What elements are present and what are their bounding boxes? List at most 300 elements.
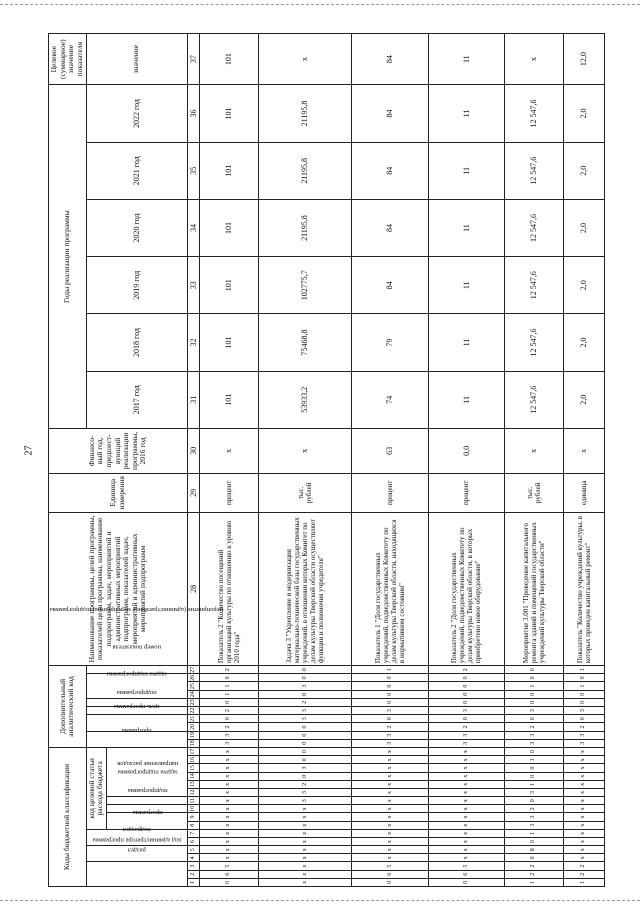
year-2018: 2018 год (86, 314, 187, 371)
code-cell: x (258, 870, 352, 878)
code-cell: 0 (428, 698, 504, 706)
code-cell: x (428, 772, 504, 780)
code-cell: x (563, 813, 604, 821)
code-cell: 0 (504, 837, 563, 845)
code-cell: 2 (199, 707, 258, 715)
row-target-value: 101 (199, 34, 258, 85)
row-year-value: 11 (428, 314, 504, 371)
code-cell: 2 (563, 862, 604, 870)
code-cell: x (428, 780, 504, 788)
extra-group-header: Дополнительный аналитический код (49, 666, 87, 748)
column-number: 24 (187, 690, 199, 698)
code-col-program: программа (106, 813, 187, 829)
code-cell: 0 (258, 674, 352, 682)
row-year-value: 53933,2 (258, 371, 352, 428)
column-number: 25 (187, 682, 199, 690)
code-cell: x (428, 854, 504, 862)
code-cell: 0 (428, 878, 504, 886)
row-year-value: 102775,7 (258, 257, 352, 314)
row-year-value: 2,0 (563, 199, 604, 256)
code-cell: 0 (504, 690, 563, 698)
column-number: 22 (187, 707, 199, 715)
row-unit: процент (428, 473, 504, 512)
column-number: 12 (187, 788, 199, 796)
code-cell: 1 (563, 666, 604, 674)
code-cell: x (199, 805, 258, 813)
row-year-value: 101 (199, 314, 258, 371)
code-cell: x (428, 846, 504, 854)
row-year-value: 101 (199, 142, 258, 199)
code-cell: x (563, 780, 604, 788)
code-col-direction: направление расходов (106, 747, 187, 796)
extra-col-goal: цель программы (86, 715, 187, 731)
program-table (48, 33, 605, 887)
code-cell: 0 (504, 854, 563, 862)
code-cell: x (563, 821, 604, 829)
code-cell: 0 (504, 797, 563, 805)
code-cell: x (428, 747, 504, 755)
row-year-value: 84 (352, 199, 428, 256)
financial-year-header: Финансо-вый год, предшест-вующий реализации программы, 2016 год (49, 428, 188, 473)
table-body (199, 34, 604, 887)
column-number: 4 (187, 854, 199, 862)
row-financial-year: x (504, 428, 563, 473)
row-name: Показатель "Количество учреждений культуры, в которых проведен капитальный ремонт" (563, 512, 604, 665)
column-number: 16 (187, 756, 199, 764)
row-year-value: 2,0 (563, 371, 604, 428)
row-year-value: 12 547,6 (504, 199, 563, 256)
name-header: Наименование программы, целей программы, показателей цели программы, наименование подпрограмм, задач, мероприятий и административных мероприятий подпрограмм, показателей задач, мероприятий и административных мероприятий подпрограмм (49, 512, 188, 665)
code-cell: x (199, 747, 258, 755)
code-cell: 1 (504, 780, 563, 788)
code-cell: 3 (504, 813, 563, 821)
code-cell: 1 (199, 690, 258, 698)
table-row (199, 34, 258, 887)
code-col-admin: код администратора программы (86, 862, 187, 887)
row-year-value: 12 547,6 (504, 371, 563, 428)
code-cell: 2 (563, 723, 604, 731)
row-year-value: 12 547,6 (504, 85, 563, 142)
code-cell: 1 (504, 829, 563, 837)
code-cell: 0 (258, 666, 352, 674)
code-cell: x (428, 797, 504, 805)
row-unit: процент (199, 473, 258, 512)
code-cell: 0 (199, 698, 258, 706)
code-cell: 3 (563, 707, 604, 715)
column-number: 15 (187, 764, 199, 772)
code-cell: x (258, 829, 352, 837)
code-cell: x (563, 797, 604, 805)
code-cell: 1 (563, 878, 604, 886)
code-cell: x (199, 780, 258, 788)
row-year-value: 101 (199, 199, 258, 256)
code-cell: 0 (504, 715, 563, 723)
row-name: Задача 3 "Укрепление и модернизация материально-технической базы государственных учреждений, в отношении которых Комитет по делам культуры Тверской области осуществляет функции и полномочия учредителя" (258, 512, 352, 665)
column-number: 31 (187, 371, 199, 428)
table-row (504, 34, 563, 887)
code-cell: 3 (199, 739, 258, 747)
code-cell: x (199, 813, 258, 821)
code-cell: 2 (258, 780, 352, 788)
row-unit: единица (563, 473, 604, 512)
code-cell: 0 (563, 674, 604, 682)
code-cell: 2 (504, 870, 563, 878)
code-cell: 1 (352, 666, 428, 674)
code-cell: 5 (428, 862, 504, 870)
code-cell: 0 (258, 747, 352, 755)
row-year-value: 2,0 (563, 257, 604, 314)
code-cell: 0 (258, 723, 352, 731)
code-cell: 0 (199, 674, 258, 682)
year-2021: 2021 год (86, 142, 187, 199)
code-cell: 1 (199, 682, 258, 690)
row-year-value: 11 (428, 85, 504, 142)
column-number: 37 (187, 34, 199, 85)
column-number: 20 (187, 723, 199, 731)
row-year-value: 21195,8 (258, 85, 352, 142)
row-unit: тыс. рублей (258, 473, 352, 512)
code-cell: 2 (428, 723, 504, 731)
code-cell: 2 (352, 723, 428, 731)
code-cell: x (258, 854, 352, 862)
row-year-value: 74 (352, 371, 428, 428)
row-year-value: 84 (352, 257, 428, 314)
code-cell: 0 (199, 878, 258, 886)
column-number: 2 (187, 870, 199, 878)
extra-col-event: мероприятие (административное мероприятие) подпрограммы (86, 674, 187, 699)
code-cell: 0 (258, 690, 352, 698)
year-2022: 2022 год (86, 85, 187, 142)
code-cell: 1 (504, 756, 563, 764)
code-cell: x (258, 846, 352, 854)
code-cell: 3 (258, 715, 352, 723)
code-cell: x (258, 837, 352, 845)
year-2020: 2020 год (86, 199, 187, 256)
code-cell: x (199, 837, 258, 845)
code-cell: 6 (428, 870, 504, 878)
row-year-value: 2,0 (563, 85, 604, 142)
target-value-header: Целевое (суммарное) значение показателя (49, 34, 87, 85)
code-cell: x (352, 813, 428, 821)
code-cell: x (352, 805, 428, 813)
code-cell: 2 (504, 805, 563, 813)
code-cell: 0 (563, 690, 604, 698)
code-cell: x (428, 764, 504, 772)
code-col-subprogram: подпрограмма (106, 805, 187, 813)
column-number: 26 (187, 674, 199, 682)
row-year-value: 84 (352, 85, 428, 142)
code-cell: x (428, 829, 504, 837)
code-cell: x (563, 772, 604, 780)
code-cell: 3 (428, 731, 504, 739)
code-cell: 0 (352, 878, 428, 886)
code-cell: x (428, 805, 504, 813)
code-cell: 0 (428, 715, 504, 723)
code-cell: 0 (428, 690, 504, 698)
row-target-value: x (504, 34, 563, 85)
code-cell: 0 (199, 715, 258, 723)
column-number: 1 (187, 878, 199, 886)
code-cell: 3 (504, 707, 563, 715)
row-target-value: 84 (352, 34, 428, 85)
extra-col-task: задача подпрограммы (86, 698, 187, 706)
code-cell: 0 (428, 682, 504, 690)
row-unit: процент (352, 473, 428, 512)
code-cell: 3 (563, 731, 604, 739)
code-cell: x (563, 764, 604, 772)
code-cell: 3 (258, 682, 352, 690)
column-number: 18 (187, 739, 199, 747)
row-financial-year: x (199, 428, 258, 473)
code-cell: 1 (504, 878, 563, 886)
code-cell: 3 (428, 707, 504, 715)
code-cell: 3 (258, 707, 352, 715)
code-cell: 3 (504, 821, 563, 829)
code-cell: 1 (504, 682, 563, 690)
row-year-value: 79 (352, 314, 428, 371)
column-number: 6 (187, 837, 199, 845)
code-cell: x (563, 829, 604, 837)
code-cell: 6 (199, 870, 258, 878)
page-number: 27 (23, 445, 35, 456)
code-cell: x (563, 805, 604, 813)
code-cell: 2 (199, 666, 258, 674)
extra-col-program: программа (86, 731, 187, 747)
code-cell: x (258, 805, 352, 813)
code-cell: x (258, 821, 352, 829)
row-year-value: 75468,8 (258, 314, 352, 371)
row-year-value: 21195,8 (258, 199, 352, 256)
column-number: 35 (187, 142, 199, 199)
row-year-value: 11 (428, 371, 504, 428)
code-cell: x (199, 772, 258, 780)
column-number: 30 (187, 428, 199, 473)
rotated-table-wrapper (48, 33, 605, 887)
code-cell: x (199, 829, 258, 837)
code-cell: x (428, 821, 504, 829)
code-cell: 2 (563, 870, 604, 878)
code-cell: x (258, 813, 352, 821)
code-cell: x (428, 837, 504, 845)
column-number-row (187, 34, 199, 887)
code-cell: 3 (504, 731, 563, 739)
column-number: 5 (187, 846, 199, 854)
code-cell: 0 (258, 756, 352, 764)
column-number: 9 (187, 813, 199, 821)
target-article-header: код целевой статьи расхода бюджета (86, 747, 106, 829)
top-border (0, 4, 640, 5)
code-cell: 0 (352, 682, 428, 690)
row-name: Показатель 1 "Доля государственных учреждений, подведомственных Комитету по делам культуры Тверской области, находящихся в нормативном состоянии" (352, 512, 428, 665)
row-financial-year: 63 (352, 428, 428, 473)
code-cell: 2 (428, 666, 504, 674)
code-cell: 0 (258, 731, 352, 739)
row-year-value: 11 (428, 257, 504, 314)
code-col-section: раздел (86, 846, 187, 862)
code-cell: 3 (352, 707, 428, 715)
code-cell: 1 (563, 682, 604, 690)
code-cell: 0 (563, 715, 604, 723)
row-name: Показатель 2 "Доля государственных учреждений, подведомственных Комитету по делам культуры Тверской области, в которых приобретено новое оборудование" (428, 512, 504, 665)
code-cell: 0 (504, 666, 563, 674)
column-number: 14 (187, 772, 199, 780)
code-cell: x (352, 772, 428, 780)
row-year-value: 2,0 (563, 142, 604, 199)
code-cell: 0 (352, 715, 428, 723)
row-year-value: 2,0 (563, 314, 604, 371)
code-col-subsection: подраздел (86, 829, 187, 845)
year-2019: 2019 год (86, 257, 187, 314)
code-cell: x (428, 788, 504, 796)
code-cell: 3 (563, 739, 604, 747)
code-cell: 8 (504, 846, 563, 854)
row-financial-year: x (563, 428, 604, 473)
code-cell: 3 (428, 739, 504, 747)
code-cell: 6 (352, 870, 428, 878)
code-cell: x (199, 854, 258, 862)
code-cell: x (352, 829, 428, 837)
row-year-value: 12 547,6 (504, 142, 563, 199)
bottom-border (0, 900, 640, 901)
code-col-task: задача подпрограммы (106, 797, 187, 805)
row-year-value: 21195,8 (258, 142, 352, 199)
code-cell: x (563, 854, 604, 862)
column-number: 21 (187, 715, 199, 723)
extra-col-subprogram: подпрограмма (86, 707, 187, 715)
code-cell: 2 (504, 723, 563, 731)
code-cell: x (563, 846, 604, 854)
column-number: 8 (187, 821, 199, 829)
code-cell: x (563, 756, 604, 764)
code-cell: 3 (258, 764, 352, 772)
code-cell: 0 (258, 739, 352, 747)
row-target-value: 11 (428, 34, 504, 85)
column-number: 29 (187, 473, 199, 512)
code-cell: 2 (199, 723, 258, 731)
code-cell: x (563, 788, 604, 796)
code-cell: x (428, 756, 504, 764)
code-cell: x (428, 813, 504, 821)
column-number: 3 (187, 862, 199, 870)
column-number: 33 (187, 257, 199, 314)
table-row (563, 34, 604, 887)
code-cell: 0 (428, 674, 504, 682)
code-cell: 0 (352, 674, 428, 682)
row-target-value: 12,0 (563, 34, 604, 85)
table-row (258, 34, 352, 887)
column-number: 28 (187, 512, 199, 665)
code-cell: x (199, 821, 258, 829)
code-cell: x (352, 846, 428, 854)
year-2017: 2017 год (86, 371, 187, 428)
table-row (428, 34, 504, 887)
code-cell: x (199, 788, 258, 796)
column-number: 34 (187, 199, 199, 256)
code-cell: 0 (563, 698, 604, 706)
code-cell: 0 (504, 674, 563, 682)
code-cell: 0 (352, 690, 428, 698)
code-cell: x (352, 797, 428, 805)
column-number: 36 (187, 85, 199, 142)
table-row (352, 34, 428, 887)
code-cell: x (258, 862, 352, 870)
row-year-value: 11 (428, 142, 504, 199)
column-number: 17 (187, 747, 199, 755)
code-cell: x (563, 747, 604, 755)
code-cell: x (199, 756, 258, 764)
code-cell: 3 (504, 739, 563, 747)
column-number: 11 (187, 797, 199, 805)
column-number: 23 (187, 698, 199, 706)
row-target-value: x (258, 34, 352, 85)
extra-col-indicator: номер показателя (86, 666, 187, 674)
unit-header: Единица измерения (49, 473, 188, 512)
row-year-value: 101 (199, 85, 258, 142)
code-cell: 3 (504, 788, 563, 796)
code-cell: x (352, 821, 428, 829)
row-unit: тыс. рублей (504, 473, 563, 512)
code-cell: x (352, 780, 428, 788)
code-cell: x (352, 747, 428, 755)
column-number: 13 (187, 780, 199, 788)
code-cell: x (199, 846, 258, 854)
code-cell: 0 (504, 772, 563, 780)
code-cell: 3 (258, 797, 352, 805)
row-year-value: 12 547,6 (504, 257, 563, 314)
header-row-1 (49, 34, 87, 887)
code-cell: x (352, 788, 428, 796)
code-cell: x (199, 797, 258, 805)
code-cell: x (352, 837, 428, 845)
code-cell: x (563, 837, 604, 845)
code-cell: x (352, 756, 428, 764)
code-cell: x (199, 764, 258, 772)
row-financial-year: 0,0 (428, 428, 504, 473)
row-financial-year: x (258, 428, 352, 473)
row-year-value: 11 (428, 199, 504, 256)
code-cell: 0 (504, 698, 563, 706)
code-cell: 3 (199, 731, 258, 739)
code-cell: 0 (504, 764, 563, 772)
row-name: Мероприятие 3.001 "Проведение капитального ремонта зданий и помещений государственных учреждений культуры Тверской области" (504, 512, 563, 665)
code-cell: 2 (504, 862, 563, 870)
column-number: 7 (187, 829, 199, 837)
codes-group-header: Коды бюджетной классификации (49, 747, 87, 886)
code-cell: 5 (199, 862, 258, 870)
row-name: Показатель 2 "Количество посещений организаций культуры по отношению к уровню 2010 года" (199, 512, 258, 665)
code-cell: 0 (352, 698, 428, 706)
code-cell: 3 (258, 788, 352, 796)
code-cell: 5 (352, 862, 428, 870)
column-number: 27 (187, 666, 199, 674)
row-year-value: 101 (199, 371, 258, 428)
value-header: значение (86, 34, 187, 85)
column-number: 10 (187, 805, 199, 813)
row-year-value: 101 (199, 257, 258, 314)
years-group-header: Годы реализации программы (49, 85, 87, 429)
code-cell: x (352, 764, 428, 772)
row-year-value: 12 547,6 (504, 314, 563, 371)
code-cell: 3 (352, 731, 428, 739)
code-cell: 0 (504, 747, 563, 755)
code-cell: 2 (258, 698, 352, 706)
code-cell: x (352, 854, 428, 862)
code-cell: 0 (258, 772, 352, 780)
column-number: 32 (187, 314, 199, 371)
code-cell: 3 (352, 739, 428, 747)
column-number: 19 (187, 731, 199, 739)
code-cell: x (258, 878, 352, 886)
